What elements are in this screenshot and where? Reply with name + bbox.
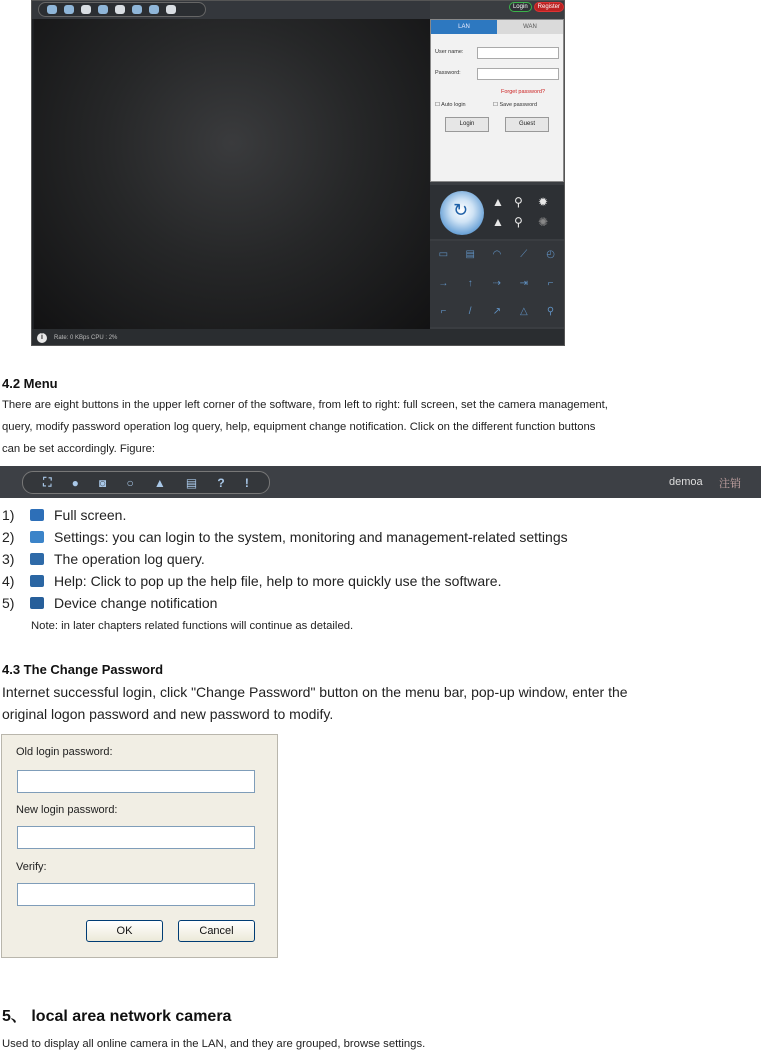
menu-paragraph-line-3: can be set accordingly. Figure: — [2, 443, 156, 455]
settings-icon — [64, 5, 74, 14]
software-screenshot — [31, 0, 565, 346]
fullscreen-icon — [47, 5, 57, 14]
screenshot-menu-pill — [38, 2, 206, 17]
log-icon: ▤ — [185, 475, 198, 490]
lan-heading: 5、 local area network camera — [2, 1008, 232, 1025]
list-item-number: 1) — [2, 507, 15, 523]
auto-login-label: Auto login — [441, 102, 466, 108]
logout-link: 注销 — [719, 478, 741, 490]
search-icon — [98, 5, 108, 14]
guest-button: Guest — [505, 117, 549, 132]
old-password-label: Old login password: — [16, 746, 113, 758]
list-item-text: Settings: you can login to the system, monitoring and management-related settings — [54, 529, 568, 545]
password-field — [477, 68, 559, 80]
zoom-out-icon: ⚲ — [514, 215, 523, 229]
login-action-button: Login — [445, 117, 489, 132]
notification-icon: ! — [244, 475, 249, 490]
list-item — [2, 573, 501, 589]
ok-button[interactable]: OK — [86, 920, 163, 942]
lock-icon — [115, 5, 125, 14]
list-item-number: 4) — [2, 573, 15, 589]
fullscreen-icon: ⛶ — [43, 475, 52, 489]
tab-wan: WAN — [497, 20, 563, 34]
list-item — [2, 507, 126, 523]
lan-paragraph: Used to display all online camera in the LAN, and they are grouped, browse settings. — [2, 1038, 426, 1050]
info-icon: i — [37, 333, 47, 343]
iris-icon: ✺ — [538, 215, 549, 229]
grid-icon: ◴ — [546, 249, 555, 260]
camera-icon: ◙ — [99, 475, 107, 490]
grid-icon: ⚲ — [546, 306, 555, 318]
log-icon — [132, 5, 142, 14]
username-label: User name: — [435, 49, 464, 55]
list-item-text: The operation log query. — [54, 551, 205, 567]
verify-field[interactable] — [17, 883, 255, 906]
grid-icon: / — [468, 306, 472, 318]
password-heading: 4.3 The Change Password — [2, 662, 164, 677]
list-item-number: 5) — [2, 595, 15, 611]
grid-icon: ▭ — [438, 249, 449, 260]
old-password-field[interactable] — [17, 770, 255, 793]
cancel-button[interactable]: Cancel — [178, 920, 255, 942]
settings-icon: ● — [71, 475, 79, 490]
log-icon — [30, 553, 44, 565]
grid-icon: → — [438, 277, 449, 289]
password-paragraph-line-2: original logon password and new password to modify. — [2, 706, 334, 722]
menu-paragraph-line-1: There are eight buttons in the upper left corner of the software, from left to right: full screen, set the camera management, — [2, 399, 608, 411]
password-paragraph-line-1: Internet successful login, click "Change Password" button on the menu bar, pop-up window, enter the — [2, 684, 628, 700]
save-password-checkbox: ☐ Save password — [493, 102, 538, 108]
list-item-number: 2) — [2, 529, 15, 545]
ptz-control — [430, 185, 564, 239]
grid-icon: ▤ — [465, 249, 475, 260]
menu-paragraph-line-2: query, modify password operation log query, help, equipment change notification. Click on the different function buttons — [2, 421, 596, 433]
help-icon — [149, 5, 159, 14]
list-item-text: Full screen. — [54, 507, 127, 523]
status-text: Rate: 0 KBps CPU : 2% — [54, 335, 118, 341]
notification-icon — [166, 5, 176, 14]
list-item — [2, 551, 205, 567]
screenshot-login-button: Login — [509, 2, 532, 12]
menu-bar-figure — [0, 466, 761, 498]
login-panel — [430, 19, 564, 182]
forgot-password-link: Forget password? — [501, 89, 546, 95]
menu-note: Note: in later chapters related functions will continue as detailed. — [31, 620, 354, 632]
username-field — [477, 47, 559, 59]
username-label: demoa — [669, 476, 703, 488]
help-icon — [30, 575, 44, 587]
video-area — [34, 19, 430, 329]
grid-icon: ◠ — [492, 249, 502, 260]
control-icon-grid — [430, 241, 564, 327]
grid-icon: ⟋ — [520, 249, 528, 260]
list-item — [2, 595, 217, 611]
screenshot-register-button: Register — [534, 2, 564, 12]
save-password-label: Save password — [499, 102, 538, 108]
search-icon: ○ — [126, 475, 134, 490]
password-label: Password: — [435, 70, 461, 76]
focus-up-icon: ▲ — [492, 215, 504, 229]
grid-icon: △ — [519, 306, 528, 318]
zoom-in-icon: ⚲ — [514, 195, 523, 209]
tab-lan: LAN — [431, 20, 497, 34]
auto-login-checkbox: ☐ Auto login — [435, 102, 466, 108]
verify-label: Verify: — [16, 861, 47, 873]
new-password-field[interactable] — [17, 826, 255, 849]
notification-icon — [30, 597, 44, 609]
status-bar — [32, 329, 565, 346]
fullscreen-icon — [30, 509, 44, 521]
grid-icon: ⇥ — [519, 277, 528, 289]
gear-icon: ✹ — [538, 195, 549, 209]
grid-icon: ↑ — [467, 277, 473, 289]
new-password-label: New login password: — [16, 804, 118, 816]
list-item-text: Device change notification — [54, 595, 218, 611]
grid-icon: ⇢ — [492, 277, 502, 289]
zoom-up-icon: ▲ — [492, 195, 504, 209]
ptz-direction-icon — [440, 191, 484, 235]
help-icon: ? — [217, 475, 225, 490]
list-item — [2, 529, 568, 545]
change-password-dialog — [1, 734, 278, 958]
grid-icon: ↗ — [492, 306, 502, 318]
settings-icon — [30, 531, 44, 543]
grid-icon: ⌐ — [547, 277, 554, 289]
list-item-number: 3) — [2, 551, 15, 567]
list-item-text: Help: Click to pop up the help file, help to more quickly use the software. — [54, 573, 502, 589]
camera-icon — [81, 5, 91, 14]
screenshot-side-panel — [430, 1, 565, 329]
grid-icon: ⌐ — [440, 306, 447, 318]
lock-icon: ▲ — [153, 475, 166, 490]
menu-heading: 4.2 Menu — [2, 376, 58, 391]
menu-button-group — [22, 471, 270, 494]
